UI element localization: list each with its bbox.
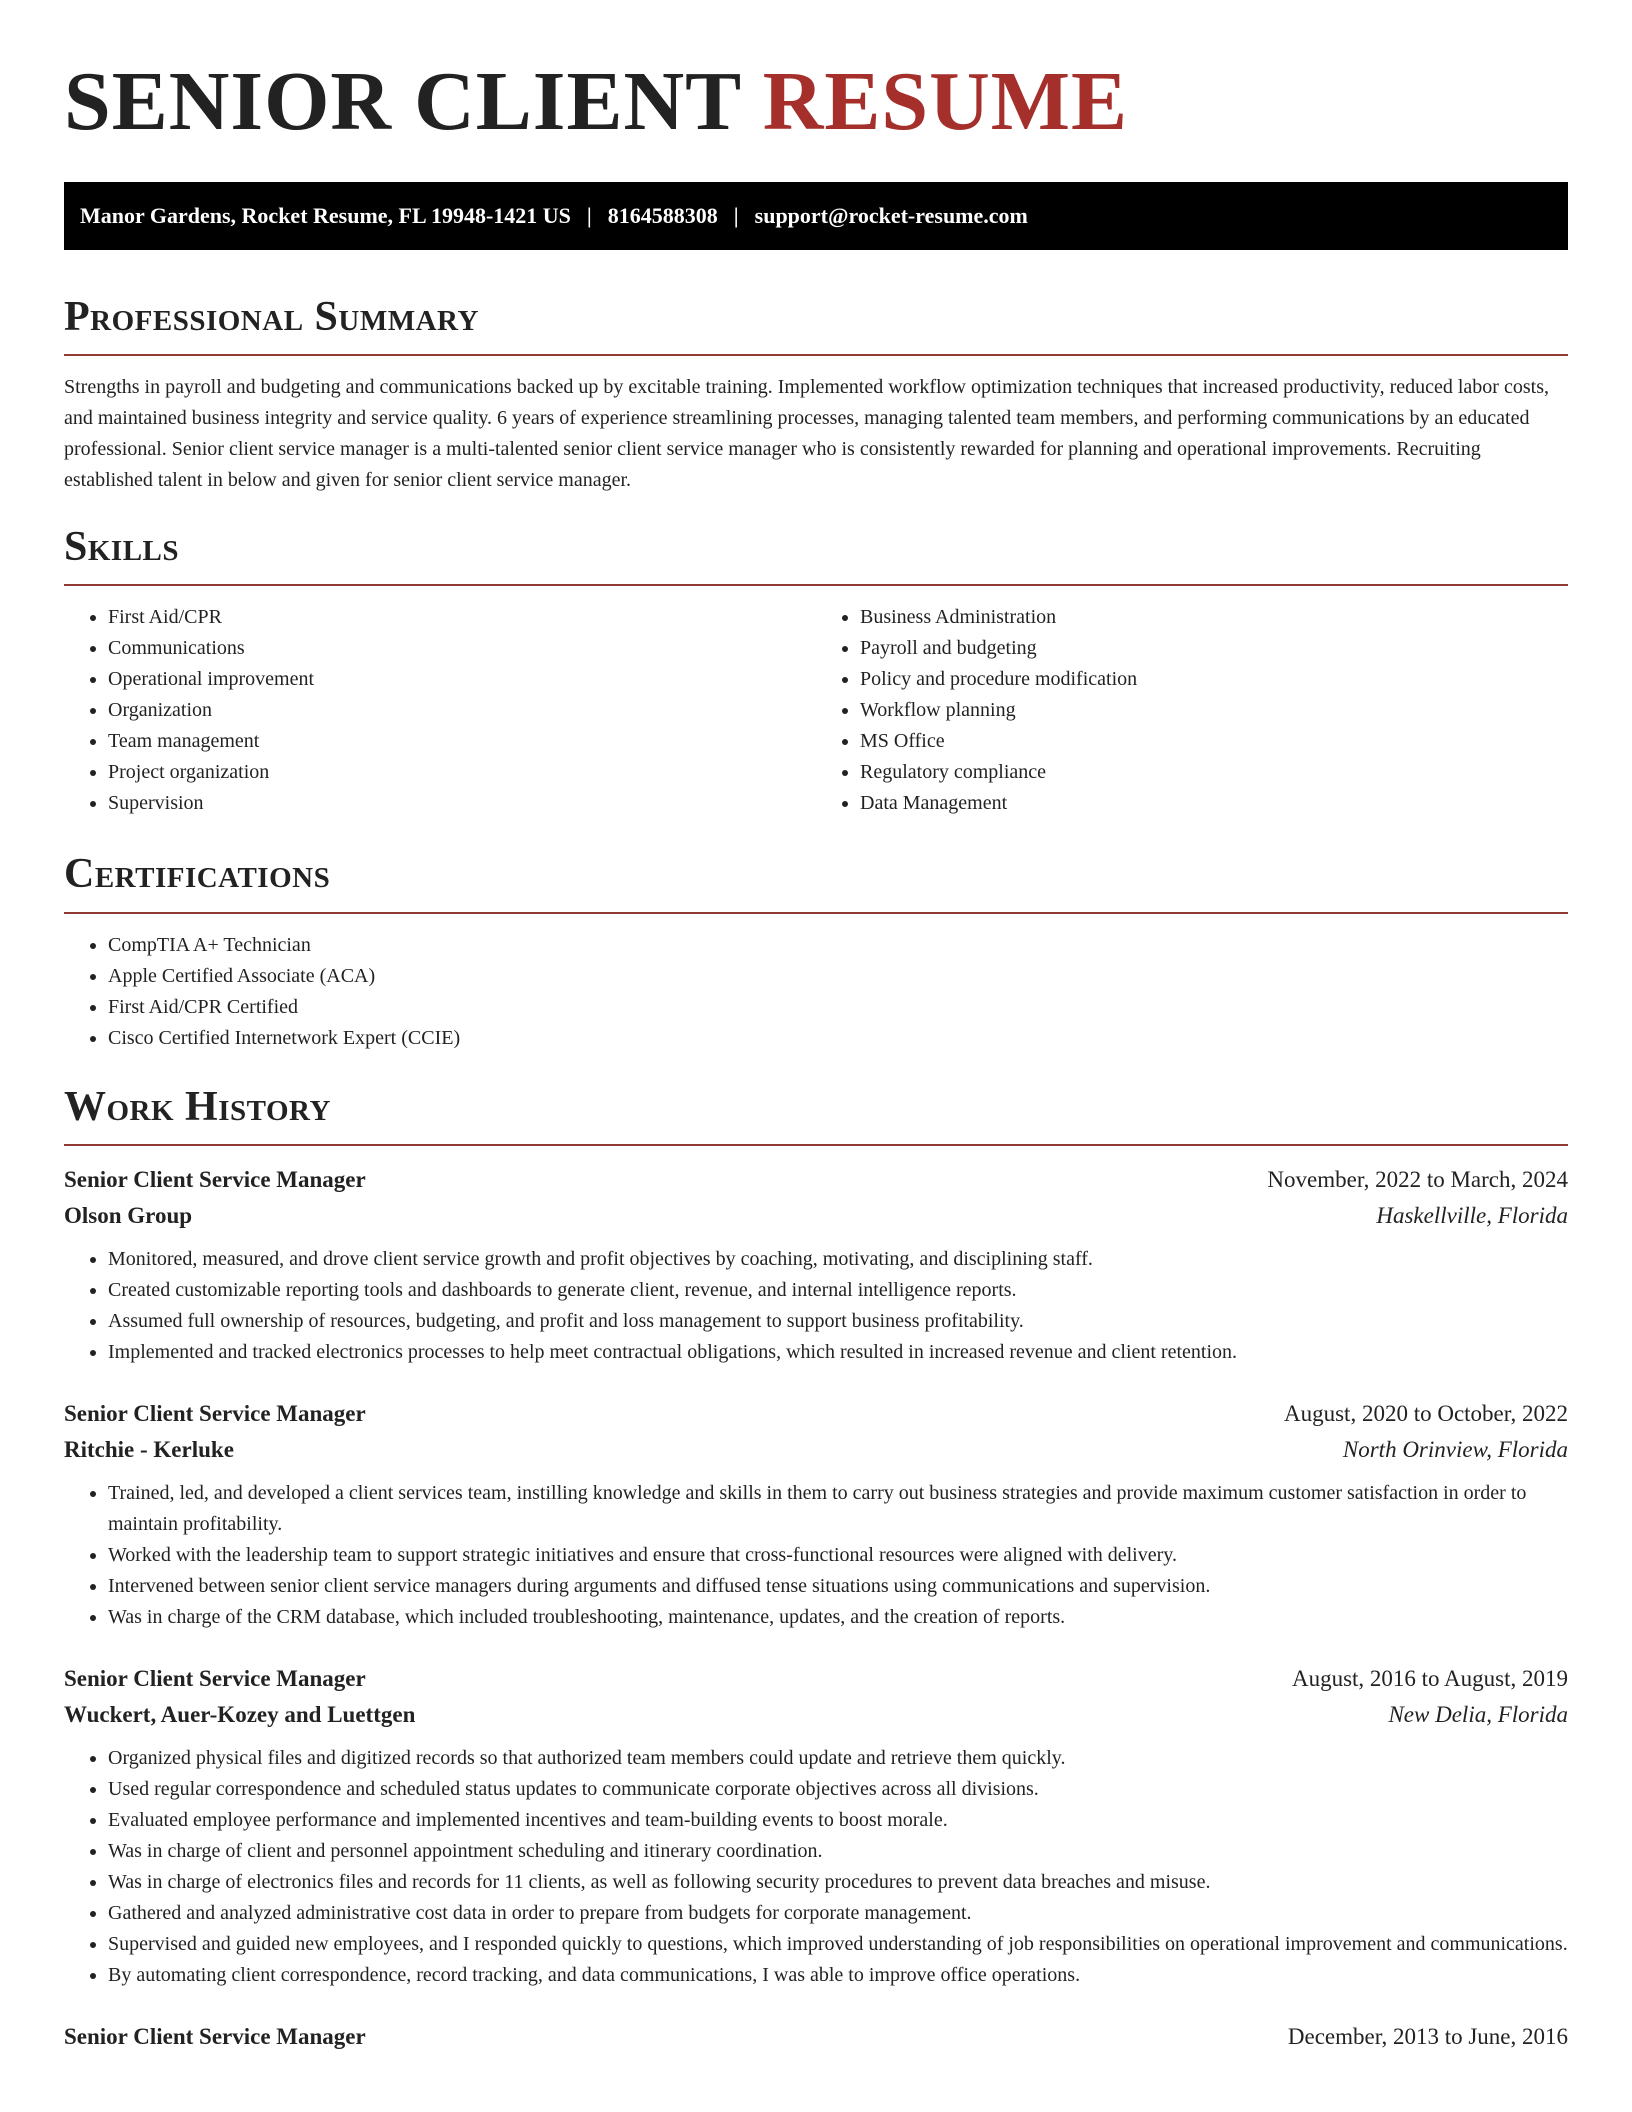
list-item: • Data Management xyxy=(860,788,1568,819)
list-item: • Operational improvement xyxy=(108,664,816,695)
job-dates: December, 2013 to June, 2016 xyxy=(1287,2023,1568,2049)
list-item: • CompTIA A+ Technician xyxy=(108,930,1568,961)
skills-list-right xyxy=(816,602,1568,819)
contact-separator: | xyxy=(733,203,739,228)
job-location: North Orinview, Florida xyxy=(1342,1436,1568,1462)
contact-phone: 8164588308 xyxy=(607,203,718,228)
certifications-list xyxy=(64,930,1568,1054)
section-divider xyxy=(64,584,1568,586)
contact-separator: | xyxy=(586,203,592,228)
resume-name xyxy=(64,55,1568,148)
job-header-row xyxy=(64,2019,1568,2055)
list-item: • Organized physical files and digitized records so that authorized team members could update and retrieve them quickly. xyxy=(108,1743,1568,1774)
skills-list-left xyxy=(64,602,816,819)
list-item: • Organization xyxy=(108,695,816,726)
job-header-row xyxy=(64,1396,1568,1432)
list-item: • Supervision xyxy=(108,788,816,819)
skills-columns xyxy=(64,602,1568,819)
job-header-row xyxy=(64,1661,1568,1697)
summary-section xyxy=(64,294,1568,496)
list-item: • Created customizable reporting tools and dashboards to generate client, revenue, and internal intelligence reports. xyxy=(108,1275,1568,1306)
section-divider xyxy=(64,912,1568,914)
list-item: • Cisco Certified Internetwork Expert (CCIE) xyxy=(108,1023,1568,1054)
work-history-list xyxy=(64,1162,1568,2055)
list-item: • Implemented and tracked electronics processes to help meet contractual obligations, which resulted in increased revenue and client retention. xyxy=(108,1337,1568,1368)
job-location: New Delia, Florida xyxy=(1388,1701,1568,1727)
list-item: • Communications xyxy=(108,633,816,664)
section-divider xyxy=(64,1144,1568,1146)
work-history-section xyxy=(64,1084,1568,2055)
job-bullets xyxy=(64,1743,1568,1991)
job-entry xyxy=(64,1661,1568,1991)
list-item: • Used regular correspondence and scheduled status updates to communicate corporate objectives across all divisions. xyxy=(108,1774,1568,1805)
section-divider xyxy=(64,354,1568,356)
job-title: Senior Client Service Manager xyxy=(64,1166,366,1192)
job-company-row xyxy=(64,1198,1568,1234)
job-entry xyxy=(64,1396,1568,1633)
job-title: Senior Client Service Manager xyxy=(64,2023,366,2049)
job-location: Haskellville, Florida xyxy=(1376,1202,1568,1228)
list-item: • Was in charge of the CRM database, which included troubleshooting, maintenance, updates, and the creation of reports. xyxy=(108,1602,1568,1633)
name-last: RESUME xyxy=(762,55,1129,148)
list-item: • By automating client correspondence, record tracking, and data communications, I was able to improve office operations. xyxy=(108,1960,1568,1991)
list-item: • Team management xyxy=(108,726,816,757)
job-company-row xyxy=(64,1432,1568,1468)
job-company: Ritchie - Kerluke xyxy=(64,1436,234,1462)
list-item: • Monitored, measured, and drove client service growth and profit objectives by coaching, motivating, and disciplining staff. xyxy=(108,1244,1568,1275)
job-dates: August, 2016 to August, 2019 xyxy=(1291,1665,1568,1691)
list-item: • Assumed full ownership of resources, budgeting, and profit and loss management to support business profitability. xyxy=(108,1306,1568,1337)
job-company-row xyxy=(64,1697,1568,1733)
list-item: • Supervised and guided new employees, and I responded quickly to questions, which improved understanding of job responsibilities on operational improvement and communications. xyxy=(108,1929,1568,1960)
contact-email: support@rocket-resume.com xyxy=(754,203,1028,228)
work-history-heading: Work History xyxy=(64,1083,331,1130)
list-item: • Workflow planning xyxy=(860,695,1568,726)
job-title: Senior Client Service Manager xyxy=(64,1400,366,1426)
certifications-section xyxy=(64,851,1568,1053)
list-item: • First Aid/CPR Certified xyxy=(108,992,1568,1023)
list-item: • MS Office xyxy=(860,726,1568,757)
list-item: • Project organization xyxy=(108,757,816,788)
job-entry xyxy=(64,1162,1568,1368)
list-item: • First Aid/CPR xyxy=(108,602,816,633)
list-item: • Worked with the leadership team to support strategic initiatives and ensure that cross-functional resources were aligned with delivery. xyxy=(108,1540,1568,1571)
job-title: Senior Client Service Manager xyxy=(64,1665,366,1691)
skills-section xyxy=(64,524,1568,819)
list-item: • Was in charge of client and personnel appointment scheduling and itinerary coordination. xyxy=(108,1836,1568,1867)
certifications-heading: Certifications xyxy=(64,851,331,898)
job-company: Wuckert, Auer-Kozey and Luettgen xyxy=(64,1701,416,1727)
list-item: • Gathered and analyzed administrative cost data in order to prepare from budgets for corporate management. xyxy=(108,1898,1568,1929)
job-entry xyxy=(64,2019,1568,2055)
contact-bar xyxy=(64,182,1568,250)
list-item: • Regulatory compliance xyxy=(860,757,1568,788)
list-item: • Trained, led, and developed a client services team, instilling knowledge and skills in them to carry out business strategies and provide maximum customer satisfaction in order to maintain profitability. xyxy=(108,1478,1568,1540)
job-header-row xyxy=(64,1162,1568,1198)
summary-heading: Professional Summary xyxy=(64,294,479,340)
summary-text: Strengths in payroll and budgeting and communications backed up by excitable training. Implemented workflow optimization techniques that increased productivity, reduced labor costs, and maintained business integrity and service quality. 6 years of experience streamlining processes, managing talented team members, and performing communications by an educated professional. Senior client service manager is a multi-talented senior client service manager who is consistently rewarded for planning and operational improvements. Recruiting established talent in below and given for senior client service manager. xyxy=(64,376,1549,492)
contact-address: Manor Gardens, Rocket Resume, FL 19948-1421 US xyxy=(80,203,571,228)
job-dates: November, 2022 to March, 2024 xyxy=(1267,1166,1568,1192)
job-bullets xyxy=(64,1244,1568,1368)
list-item: • Evaluated employee performance and implemented incentives and team-building events to boost morale. xyxy=(108,1805,1568,1836)
list-item: • Business Administration xyxy=(860,602,1568,633)
list-item: • Was in charge of electronics files and records for 11 clients, as well as following security procedures to prevent data breaches and misuse. xyxy=(108,1867,1568,1898)
name-first: SENIOR CLIENT xyxy=(64,55,741,148)
job-company: Olson Group xyxy=(64,1202,193,1228)
list-item: • Policy and procedure modification xyxy=(860,664,1568,695)
list-item: • Intervened between senior client service managers during arguments and diffused tense situations using communications and supervision. xyxy=(108,1571,1568,1602)
job-dates: August, 2020 to October, 2022 xyxy=(1284,1400,1568,1426)
list-item: • Payroll and budgeting xyxy=(860,633,1568,664)
list-item: • Apple Certified Associate (ACA) xyxy=(108,961,1568,992)
skills-heading: Skills xyxy=(64,524,180,571)
job-bullets xyxy=(64,1478,1568,1633)
